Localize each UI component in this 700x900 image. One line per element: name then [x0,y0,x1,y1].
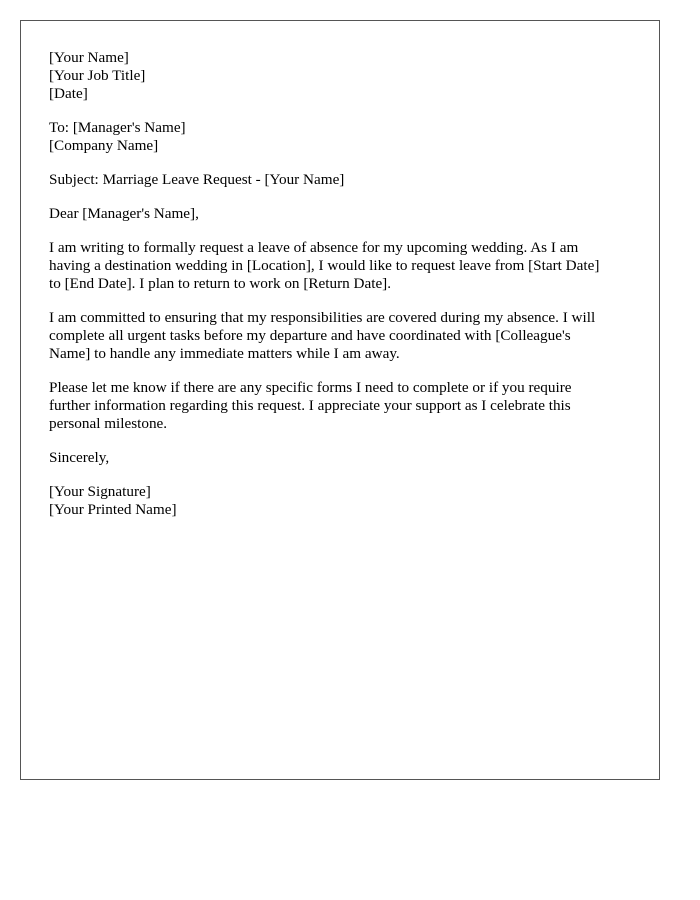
salutation [49,205,631,223]
subject-text: Subject: Marriage Leave Request - [Your Name] [49,171,345,188]
paragraph-line: Name] to handle any immediate matters while I am away. [49,345,400,362]
letter-date: [Date] [49,85,88,102]
paragraph-line: to [End Date]. I plan to return to work on [Return Date]. [49,275,392,292]
body-paragraph-1 [49,239,633,293]
paragraph-line: further information regarding this request. I appreciate your support as I celebrate this [49,397,571,414]
printed-name: [Your Printed Name] [49,501,177,518]
letter-page [20,20,660,780]
recipient-company: [Company Name] [49,137,159,154]
salutation-text: Dear [Manager's Name], [49,205,199,222]
signature: [Your Signature] [49,483,151,500]
paragraph-line: personal milestone. [49,415,168,432]
paragraph-line: I am writing to formally request a leave of absence for my upcoming wedding. As I am [49,239,579,256]
subject-line [49,171,631,189]
closing [49,449,631,467]
paragraph-line: I am committed to ensuring that my responsibilities are covered during my absence. I will [49,309,596,326]
sender-name: [Your Name] [49,49,129,66]
body-paragraph-2 [49,309,633,363]
signature-block [49,483,631,519]
closing-text: Sincerely, [49,449,110,466]
paragraph-line: having a destination wedding in [Location], I would like to request leave from [Start Date] [49,257,600,274]
recipient-block [49,119,631,155]
paragraph-line: complete all urgent tasks before my departure and have coordinated with [Colleague's [49,327,571,344]
sender-job-title: [Your Job Title] [49,67,146,84]
body-paragraph-3 [49,379,633,433]
sender-block [49,49,631,103]
paragraph-line: Please let me know if there are any specific forms I need to complete or if you require [49,379,572,396]
recipient-to-line: To: [Manager's Name] [49,119,186,136]
